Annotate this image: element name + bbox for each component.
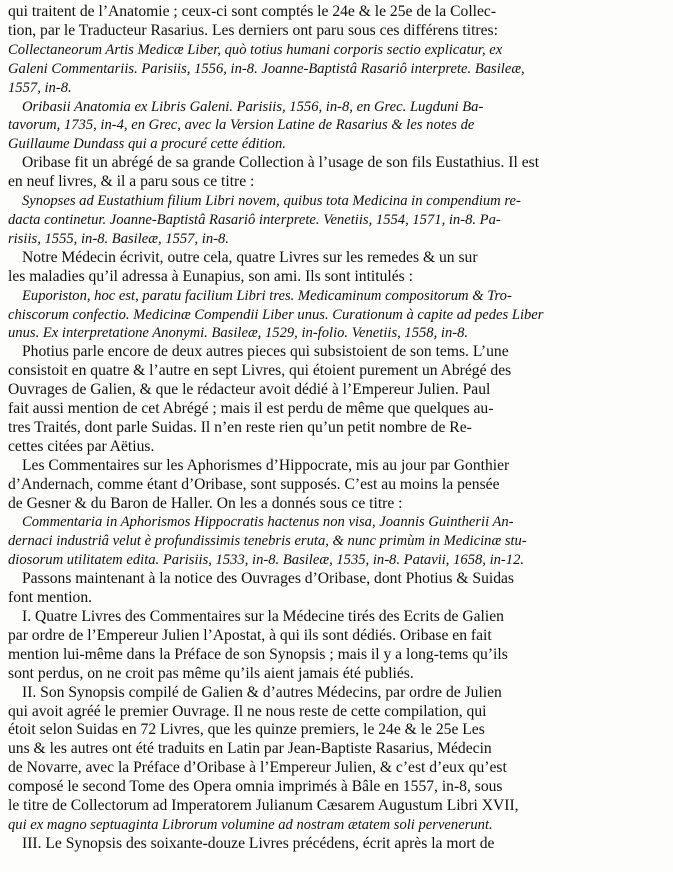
text-line: Ouvrages de Galien, & que le rédacteur avoit dédié à l’Empereur Julien. Paul bbox=[8, 381, 491, 399]
text-line: par ordre de l’Empereur Julien l’Apostat, à qui ils sont dédiés. Oribase en fait bbox=[8, 626, 492, 644]
text-line: Guillaume Dundass qui a procuré cette édition. bbox=[8, 136, 286, 153]
text-line: qui traitent de l’Anatomie ; ceux-ci sont comptés le 24e & le 25e de la Collec- bbox=[8, 3, 497, 20]
text-line: tres Traités, dont parle Suidas. Il n’en reste rien qu’un petit nombre de Re- bbox=[8, 418, 472, 436]
text-line: Galeni Commentariis. Parisiis, 1556, in-8. Joanne-Baptistâ Rasariô interprete. Basileæ, bbox=[8, 60, 525, 77]
text-line: de Gesner & du Baron de Haller. On les a donnés sous ce titre : bbox=[8, 494, 403, 512]
text-line: consistoit en quatre & l’autre en sept Livres, qui étoient purement un Abrégé des bbox=[8, 362, 512, 380]
text-line: le titre de Collectorum ad Imperatorem Julianum Cæsarem Augustum Libri XVII, bbox=[8, 797, 519, 815]
text-line: uns & les autres ont été traduits en Latin par Jean-Baptiste Rasarius, Médecin bbox=[8, 740, 492, 758]
body-text bbox=[8, 3, 667, 854]
text-line: Notre Médecin écrivit, outre cela, quatre Livres sur les remedes & un sur bbox=[22, 248, 478, 266]
text-line: risiis, 1555, in-8. Basileæ, 1557, in-8. bbox=[8, 230, 229, 247]
text-line: Photius parle encore de deux autres pieces qui subsistoient de son tems. L’une bbox=[22, 343, 509, 361]
text-line: sont perdus, on ne croit pas même qu’ils aient jamais été publiés. bbox=[8, 664, 414, 682]
text-line: mention lui-même dans la Préface de son Synopsis ; mais il y a long-tems qu’ils bbox=[8, 645, 508, 663]
text-line: Oribase fit un abrégé de sa grande Collection à l’usage de son fils Eustathius. Il est bbox=[22, 154, 540, 172]
text-line: font mention. bbox=[8, 589, 93, 607]
text-line: fait aussi mention de cet Abrégé ; mais il est perdu de même que quelques au- bbox=[8, 400, 494, 418]
text-line: de Novarre, avec la Préface d’Oribase à l’Empereur Julien, & c’est d’eux qu’est bbox=[8, 759, 507, 777]
text-line: d’Andernach, comme étant d’Oribase, sont supposés. C’est au moins la pensée bbox=[8, 475, 500, 493]
text-line: les maladies qu’il adressa à Eunapius, son ami. Ils sont intitulés : bbox=[8, 267, 413, 285]
text-line: unus. Ex interpretatione Anonymi. Basileæ, 1529, in-folio. Venetiis, 1558, in-8. bbox=[8, 325, 469, 342]
text-line: Synopses ad Eustathium filium Libri novem, quibus tota Medicina in compendium re- bbox=[22, 193, 521, 210]
text-line: I. Quatre Livres des Commentaires sur la Médecine tirés des Ecrits de Galien bbox=[22, 608, 504, 625]
text-line: chiscorum confectio. Medicinæ Compendii Liber unus. Curationum à capite ad pedes Liber bbox=[8, 306, 544, 323]
text-line: Oribasii Anatomia ex Libris Galeni. Parisiis, 1556, in-8, en Grec. Lugduni Ba- bbox=[22, 98, 484, 115]
text-line: II. Son Synopsis compilé de Galien & d’autres Médecins, par ordre de Julien bbox=[22, 683, 502, 701]
text-line: Collectaneorum Artis Medicæ Liber, quò totius humani corporis sectio explicatur, ex bbox=[8, 41, 503, 58]
text-line: dernaci industriâ velut è profundissimis tenebris eruta, & nunc primùm in Medicinæ stu- bbox=[8, 533, 527, 550]
text-line: Commentaria in Aphorismos Hippocratis hactenus non visa, Joannis Guintherii An- bbox=[22, 514, 514, 531]
text-line: 1557, in-8. bbox=[8, 79, 72, 96]
text-line: tavorum, 1735, in-4, en Grec, avec la Version Latine de Rasarius & les notes de bbox=[8, 117, 475, 134]
text-line: III. Le Synopsis des soixante-douze Livres précédens, écrit après la mort de bbox=[22, 834, 495, 852]
text-line: étoit selon Suidas en 72 Livres, que les quinze premiers, le 24e & le 25e Les bbox=[8, 721, 485, 739]
text-line: Les Commentaires sur les Aphorismes d’Hippocrate, mis au jour par Gonthier bbox=[22, 456, 510, 474]
text-line: dacta continetur. Joanne-Baptistâ Rasariô interprete. Venetiis, 1554, 1571, in-8. Pa- bbox=[8, 211, 501, 228]
text-line: composé le second Tome des Opera omnia imprimés à Bâle en 1557, in-8, sous bbox=[8, 778, 503, 796]
text-line: tion, par le Traducteur Rasarius. Les derniers ont paru sous ces différens titres: bbox=[8, 21, 498, 39]
text-line: qui ex magno septuaginta Librorum volumine ad nostram ætatem soli pervenerunt. bbox=[8, 816, 493, 833]
text-line: cettes citées par Aëtius. bbox=[8, 437, 155, 455]
text-line: en neuf livres, & il a paru sous ce titre : bbox=[8, 173, 255, 191]
text-line: Euporiston, hoc est, paratu facilium Libri tres. Medicaminum compositorum & Tro- bbox=[22, 287, 512, 304]
text-line: diosorum utilitatem edita. Parisiis, 1533, in-8. Basileæ, 1535, in-8. Patavii, 1658, in-12. bbox=[8, 552, 525, 569]
text-line: qui avoit agréé le premier Ouvrage. Il ne nous reste de cette compilation, qui bbox=[8, 702, 487, 720]
text-line: Passons maintenant à la notice des Ouvrages d’Oribase, dont Photius & Suidas bbox=[22, 570, 514, 588]
